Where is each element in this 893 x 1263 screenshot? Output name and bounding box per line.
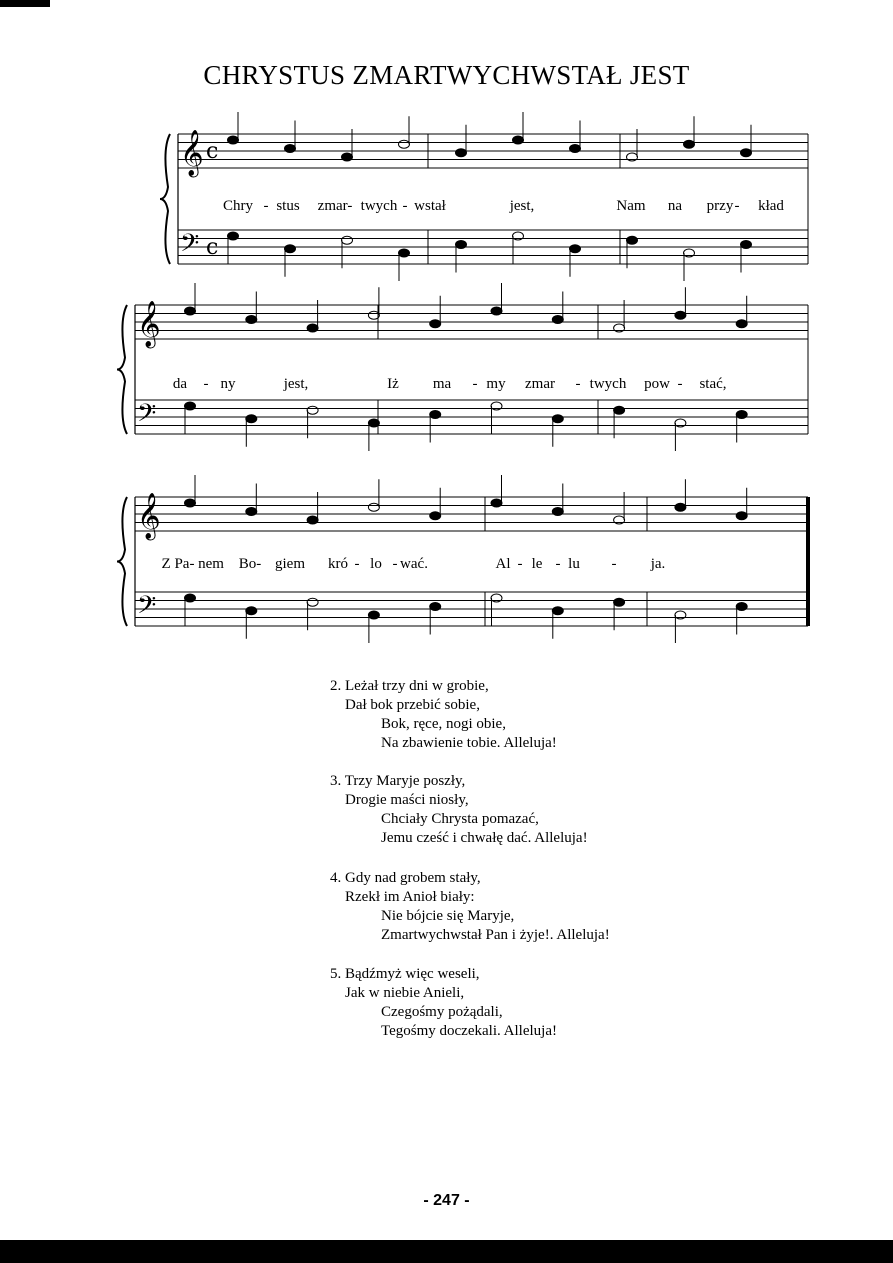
bottom-bar	[0, 1240, 893, 1263]
lyric-syllable: wać.	[400, 556, 428, 572]
lyric-syllable: nem	[198, 556, 224, 572]
stanza-4: 4. Gdy nad grobem stały, Rzekł im Anioł biały: Nie bójcie się Maryje, Zmartwychwstał Pan i żyje!. Alleluja!	[330, 870, 610, 943]
lyric-syllable: -	[611, 556, 617, 572]
lyric-syllable: -	[677, 376, 683, 392]
lyric-syllable: Nam	[616, 198, 646, 214]
page-title: CHRYSTUS ZMARTWYCHWSTAŁ JEST	[203, 60, 690, 90]
svg-text:𝄢: 𝄢	[137, 399, 157, 434]
lyric-syllable: ja.	[650, 556, 666, 572]
lyric-syllable: -	[354, 556, 360, 572]
lyric-syllable: Bo-	[238, 556, 262, 572]
lyric-syllable: na	[667, 198, 683, 214]
svg-text:𝄞: 𝄞	[137, 493, 161, 539]
lyric-syllable: twych	[589, 376, 627, 392]
lyric-syllable: my	[486, 376, 506, 392]
lyric-syllable: -	[392, 556, 398, 572]
stanza-3: 3. Trzy Maryje poszły, Drogie maści niosły, Chciały Chrysta pomazać, Jemu cześć i chwałę dać. Alleluja!	[330, 773, 588, 846]
lyric-syllable: lu	[568, 556, 580, 572]
stanza-5: 5. Bądźmyż więc weseli, Jak w niebie Anieli, Czegośmy pożądali, Tegośmy doczekali. Alleluja!	[330, 966, 557, 1039]
lyric-syllable: le	[531, 556, 543, 572]
lyric-syllable: Z Pa-	[161, 556, 195, 572]
lyric-syllable: stać,	[699, 376, 727, 392]
lyric-syllable: lo	[370, 556, 382, 572]
lyric-syllable: kład	[758, 198, 784, 214]
lyric-syllable: Al	[495, 556, 511, 572]
lyric-syllable: -	[555, 556, 561, 572]
svg-text:c: c	[206, 235, 219, 260]
lyric-syllable: ny	[220, 376, 236, 392]
lyric-syllable: jest,	[509, 198, 535, 214]
lyric-syllable: giem	[275, 556, 305, 572]
lyric-syllable: Iż	[387, 376, 399, 392]
stanza-2: 2. Leżał trzy dni w grobie, Dał bok przebić sobie, Bok, ręce, nogi obie, Na zbawienie tobie. Alleluja!	[330, 678, 557, 751]
lyric-syllable: -	[517, 556, 523, 572]
page-number: - 247 -	[423, 1192, 470, 1209]
lyric-syllable: zmar	[525, 376, 555, 392]
lyric-syllable: jest,	[283, 376, 309, 392]
lyric-syllable: twych	[360, 198, 398, 214]
svg-text:𝄢: 𝄢	[180, 229, 200, 264]
svg-text:𝄞: 𝄞	[137, 301, 161, 347]
svg-text:c: c	[206, 139, 219, 164]
svg-text:𝄞: 𝄞	[180, 130, 204, 176]
lyric-syllable: zmar-	[317, 198, 353, 214]
svg-text:𝄢: 𝄢	[137, 591, 157, 626]
lyric-syllable: -	[402, 198, 408, 214]
lyric-syllable: -	[734, 198, 740, 214]
lyric-syllable: Chry	[223, 198, 253, 214]
lyric-syllable: -	[263, 198, 269, 214]
lyric-syllable: stus	[276, 198, 300, 214]
lyric-syllable: wstał	[414, 198, 446, 214]
lyric-syllable: -	[472, 376, 478, 392]
lyric-syllable: da	[172, 376, 188, 392]
lyric-syllable: -	[575, 376, 581, 392]
lyric-syllable: kró	[328, 556, 348, 572]
lyric-syllable: ma	[432, 376, 452, 392]
lyric-syllable: pow	[644, 376, 670, 392]
lyric-syllable: -	[203, 376, 209, 392]
lyric-syllable: przy	[706, 198, 734, 214]
